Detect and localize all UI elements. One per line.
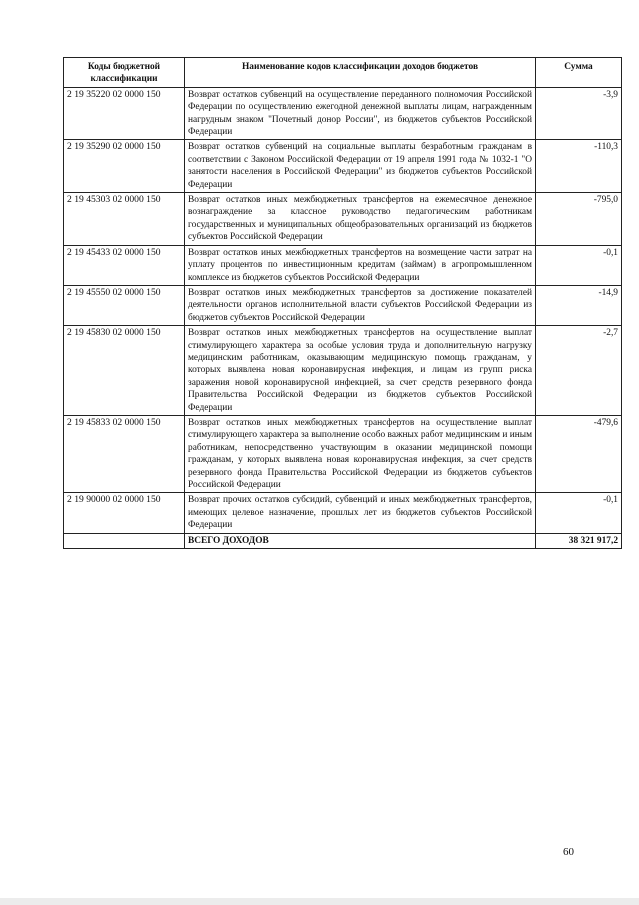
row-sum: -14,9 xyxy=(536,285,622,325)
row-name: Возврат прочих остатков субсидий, субвенций и иных межбюджетных трансфертов, имеющих целевое назначение, прошлых лет из бюджетов субъектов Российской Федерации xyxy=(185,493,536,533)
table-header-row xyxy=(64,58,622,88)
table-row xyxy=(64,415,622,492)
header-code: Коды бюджетной классификации xyxy=(64,58,185,88)
row-sum: -110,3 xyxy=(536,140,622,193)
total-code xyxy=(64,533,185,548)
row-code: 2 19 35290 02 0000 150 xyxy=(64,140,185,193)
row-name: Возврат остатков иных межбюджетных трансфертов на осуществление выплат стимулирующего характера за особые условия труда и дополнительную нагрузку медицинским работникам, оказывающим медицинскую помощь гражданам, у которых выявлена новая коронавирусная инфекция, и лицам из групп риска заражения новой коронавирусной инфекцией, за счет средств резервного фонда Правительства Российской Федерации из бюджетов субъектов Российской Федерации xyxy=(185,326,536,416)
row-sum: -0,1 xyxy=(536,245,622,285)
row-name: Возврат остатков иных межбюджетных трансфертов за достижение показателей деятельности органов исполнительной власти субъектов Российской Федерации из бюджетов субъектов Российской Федерации xyxy=(185,285,536,325)
row-code: 2 19 45303 02 0000 150 xyxy=(64,193,185,246)
row-name: Возврат остатков субвенций на социальные выплаты безработным гражданам в соответствии с Законом Российской Федерации от 19 апреля 1991 года № 1032-1 "О занятости населения в Российской Федерации" из бюджетов субъектов Российской Федерации xyxy=(185,140,536,193)
table-row xyxy=(64,87,622,140)
total-label: ВСЕГО ДОХОДОВ xyxy=(185,533,536,548)
revenue-table xyxy=(63,57,622,549)
page-number: 60 xyxy=(563,846,574,858)
table-row xyxy=(64,285,622,325)
table-row xyxy=(64,326,622,416)
row-sum: -795,0 xyxy=(536,193,622,246)
row-sum: -0,1 xyxy=(536,493,622,533)
row-sum: -479,6 xyxy=(536,415,622,492)
row-code: 2 19 45833 02 0000 150 xyxy=(64,415,185,492)
table-row xyxy=(64,140,622,193)
row-code: 2 19 35220 02 0000 150 xyxy=(64,87,185,140)
row-sum: -2,7 xyxy=(536,326,622,416)
row-code: 2 19 90000 02 0000 150 xyxy=(64,493,185,533)
table-row xyxy=(64,193,622,246)
table-row xyxy=(64,493,622,533)
total-row xyxy=(64,533,622,548)
scan-edge xyxy=(0,898,639,905)
row-code: 2 19 45550 02 0000 150 xyxy=(64,285,185,325)
header-sum: Сумма xyxy=(536,58,622,88)
header-name: Наименование кодов классификации доходов бюджетов xyxy=(185,58,536,88)
row-code: 2 19 45830 02 0000 150 xyxy=(64,326,185,416)
row-name: Возврат остатков иных межбюджетных трансфертов на ежемесячное денежное вознаграждение за классное руководство педагогическим работникам государственных и муниципальных общеобразовательных организаций из бюджетов субъектов Российской Федерации xyxy=(185,193,536,246)
row-name: Возврат остатков иных межбюджетных трансфертов на осуществление выплат стимулирующего характера за выполнение особо важных работ медицинским и иным работникам, непосредственно участвующим в оказании медицинской помощи гражданам, у которых выявлена новая коронавирусная инфекция, за счет средств резервного фонда Правительства Российской Федерации из бюджетов субъектов Российской Федерации xyxy=(185,415,536,492)
row-name: Возврат остатков субвенций на осуществление переданного полномочия Российской Федерации по осуществлению ежегодной денежной выплаты лицам, награжденным нагрудным знаком "Почетный донор России", из бюджетов субъектов Российской Федерации xyxy=(185,87,536,140)
row-name: Возврат остатков иных межбюджетных трансфертов на возмещение части затрат на уплату процентов по инвестиционным кредитам (займам) в агропромышленном комплексе из бюджетов субъектов Российской Федерации xyxy=(185,245,536,285)
total-sum: 38 321 917,2 xyxy=(536,533,622,548)
row-sum: -3,9 xyxy=(536,87,622,140)
row-code: 2 19 45433 02 0000 150 xyxy=(64,245,185,285)
table-row xyxy=(64,245,622,285)
